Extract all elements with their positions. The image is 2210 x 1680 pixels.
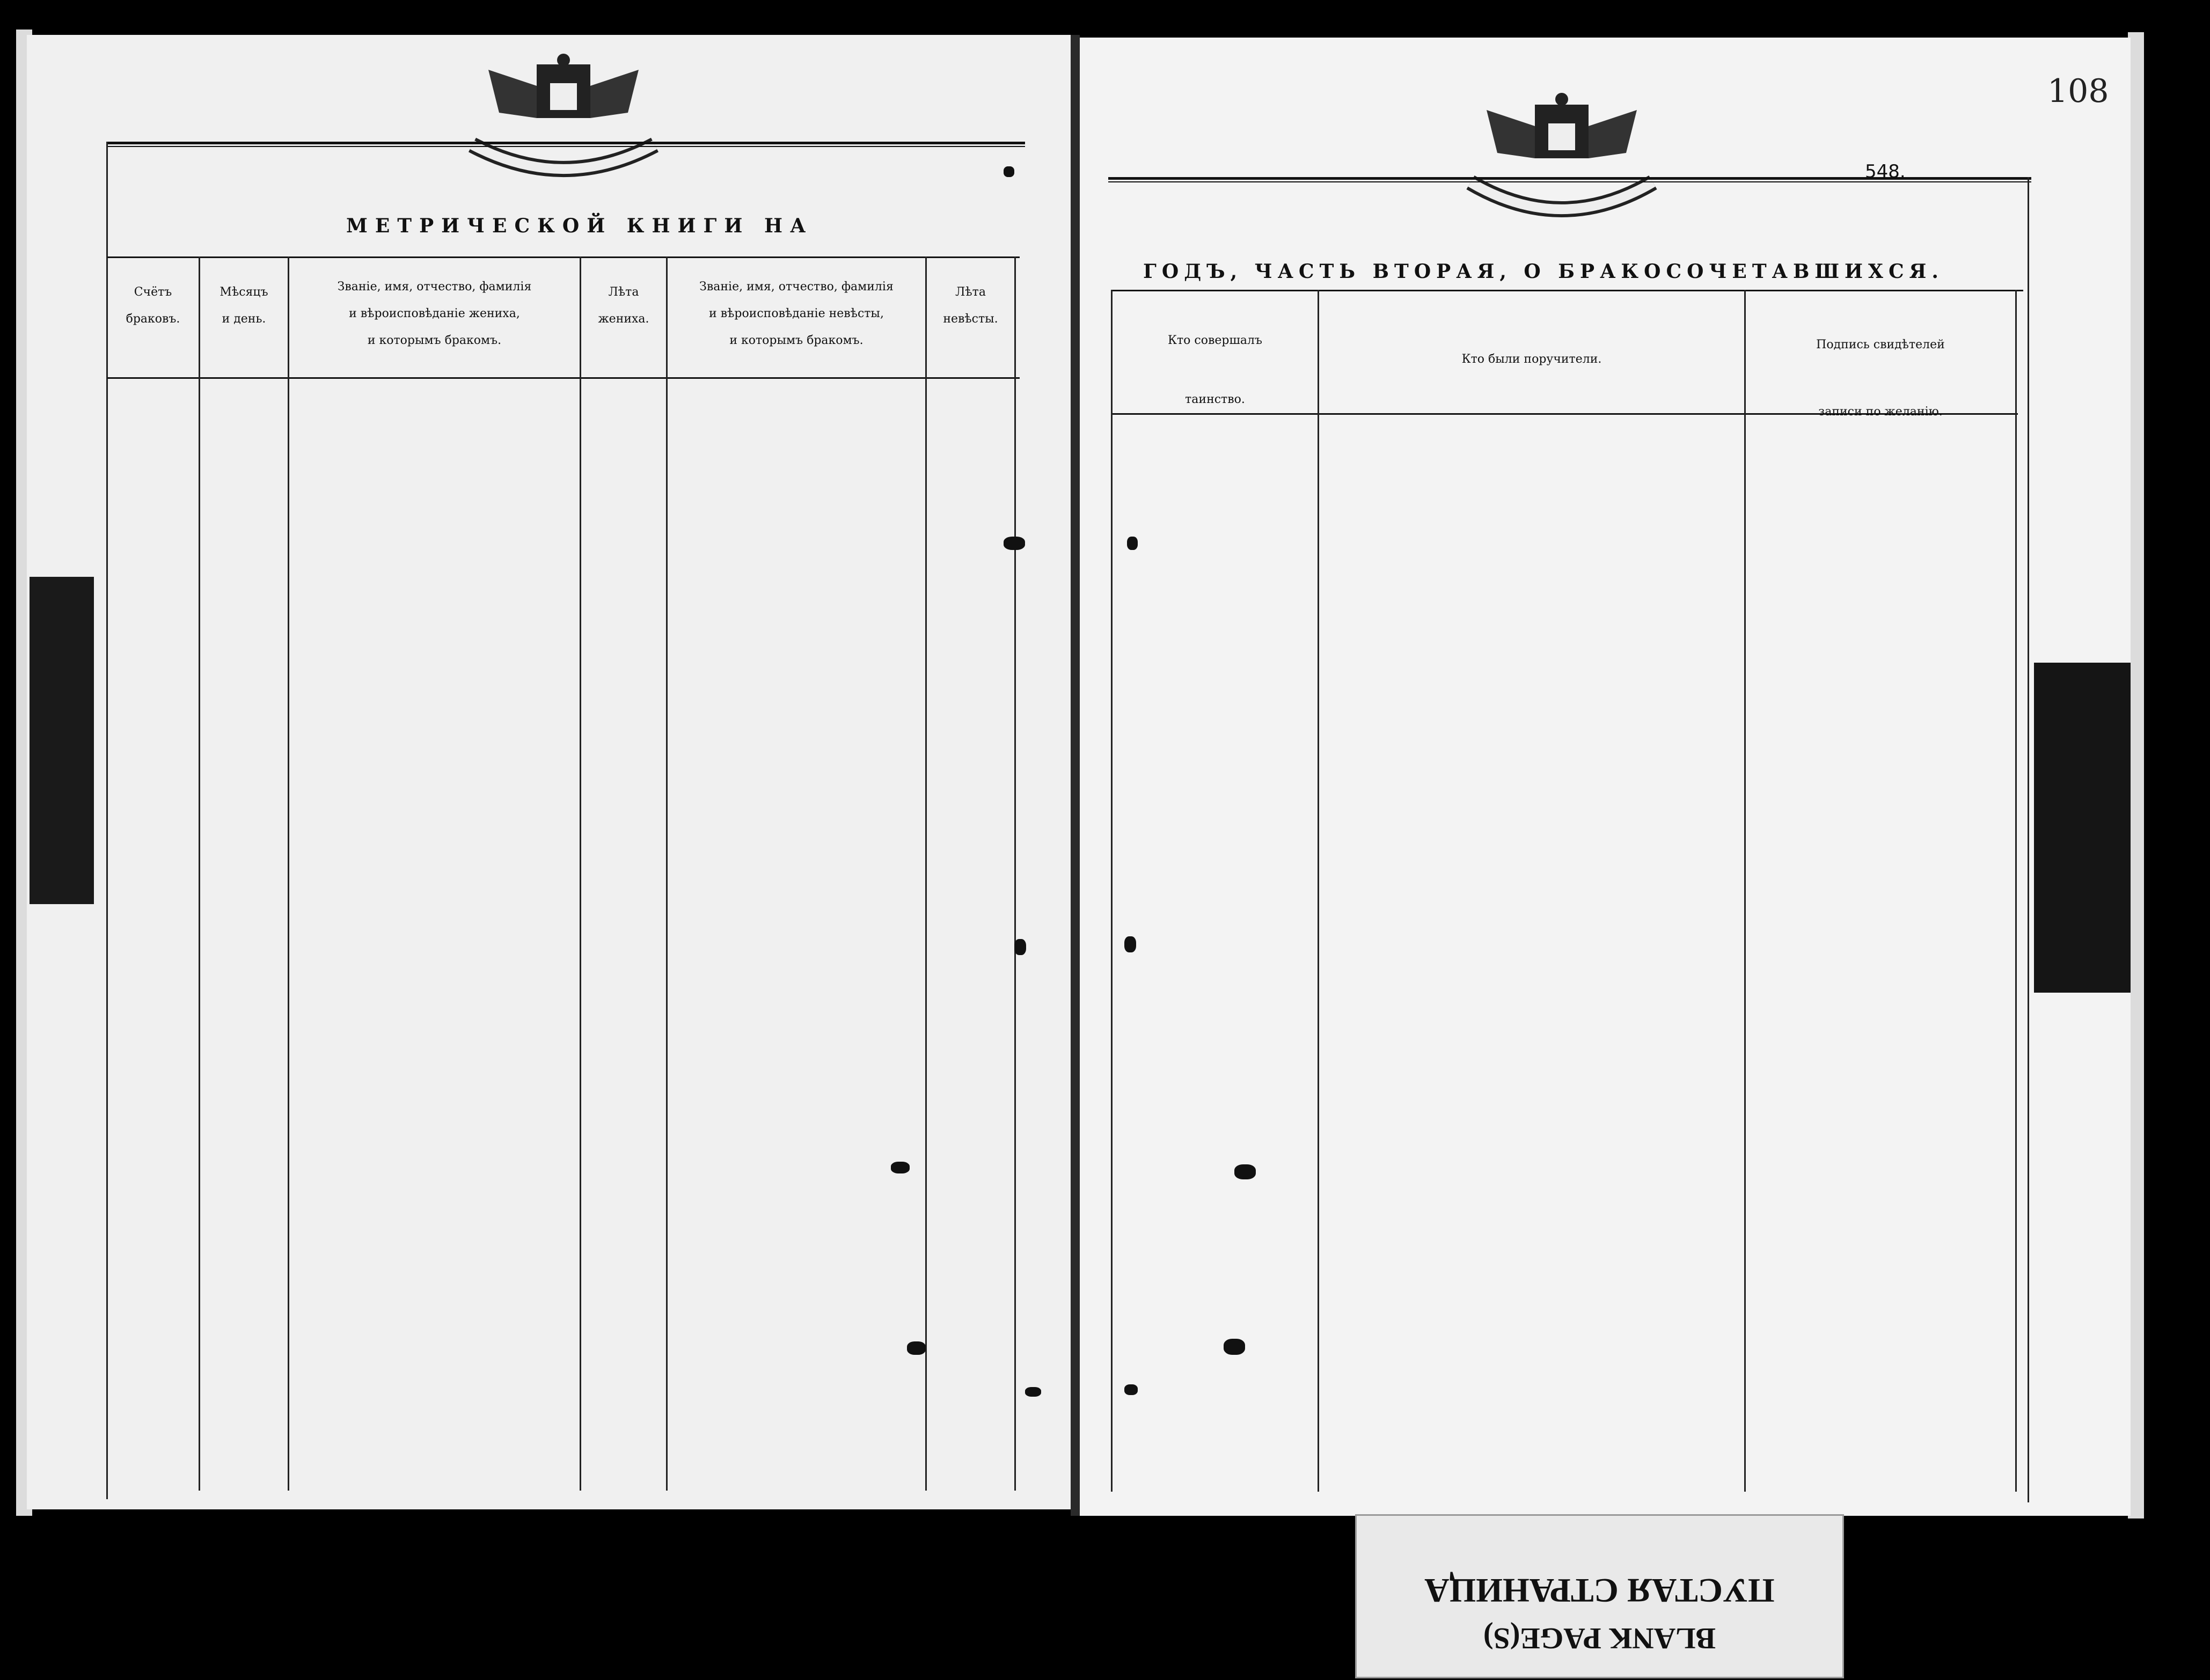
ink-blot: [1124, 1384, 1138, 1395]
right-header-top: [1111, 290, 2023, 291]
ink-blot: [1014, 939, 1026, 955]
left-header-groom-age: Лѣта жениха.: [598, 285, 649, 326]
ink-blot: [1004, 166, 1014, 177]
stamp-blank-page-latin: BLANK PAGE(S): [1483, 1622, 1716, 1655]
right-outer-border: [2028, 177, 2029, 1502]
right-header-witness-signatures: Подпись свидѣтелей записи по желанію.: [1816, 338, 1945, 419]
imperial-eagle-emblem-right: [1454, 91, 1669, 236]
left-header-marriage-count: Счётъ браковъ.: [126, 285, 180, 326]
ink-blot: [1127, 537, 1138, 550]
right-header-officiant: Кто совершалъ таинство.: [1167, 334, 1263, 406]
right-header-sponsors: Кто были поручители.: [1461, 353, 1602, 366]
left-col-divider-6: [1014, 256, 1016, 1491]
left-binding-tab: [30, 577, 94, 904]
right-col-divider-1: [1318, 290, 1319, 1492]
left-col-divider-4: [666, 256, 668, 1491]
left-col-divider-3: [580, 256, 581, 1491]
left-header-bride-details: Званіе, имя, отчество, фамилія и вѣроисповѣданіе невѣсты, и которымъ бракомъ.: [699, 280, 894, 347]
left-top-rule: [107, 142, 1025, 144]
left-outer-border: [106, 142, 108, 1499]
ink-blot: [891, 1162, 910, 1173]
ink-blot: [1025, 1387, 1041, 1397]
right-col-divider-0: [1111, 290, 1113, 1492]
left-col-divider-1: [199, 256, 200, 1491]
ink-blot: [1224, 1339, 1245, 1355]
book-gutter: [1071, 35, 1080, 1516]
right-page-title: ГОДЪ, ЧАСТЬ ВТОРАЯ, О БРАКОСОЧЕТАВШИХСЯ.: [1143, 260, 1944, 283]
handwritten-folio-number: 108: [2047, 72, 2109, 110]
ink-blot: [1124, 936, 1136, 952]
left-top-rule-thin: [107, 146, 1025, 147]
right-page: [1080, 38, 2131, 1516]
left-header-groom-details: Званіе, имя, отчество, фамилія и вѣроисповѣданіе жениха, и которымъ бракомъ.: [337, 280, 532, 347]
left-header-month-day: Мѣсяцъ и день.: [219, 285, 268, 326]
ink-blot: [907, 1341, 926, 1355]
left-header-bride-age: Лѣта невѣсты.: [943, 285, 998, 326]
ink-blot: [1004, 537, 1025, 550]
right-binding-tab: [2034, 663, 2131, 993]
left-col-divider-5: [925, 256, 927, 1491]
stamp-blank-page-cyrillic: ПУСТАЯ СТРАНИЦА: [1424, 1572, 1775, 1610]
imperial-eagle-emblem-left: [456, 54, 671, 193]
left-header-top: [107, 256, 1020, 258]
left-page-title: МЕТРИЧЕСКОЙ КНИГИ НА: [346, 215, 814, 237]
left-col-divider-2: [288, 256, 289, 1491]
left-header-bottom: [107, 377, 1020, 379]
printed-page-number: 548.: [1865, 161, 1906, 182]
right-col-divider-2: [1744, 290, 1746, 1492]
ink-blot: [1234, 1164, 1256, 1179]
right-col-divider-3: [2015, 290, 2017, 1492]
blank-page-stamp: [1355, 1514, 1844, 1678]
